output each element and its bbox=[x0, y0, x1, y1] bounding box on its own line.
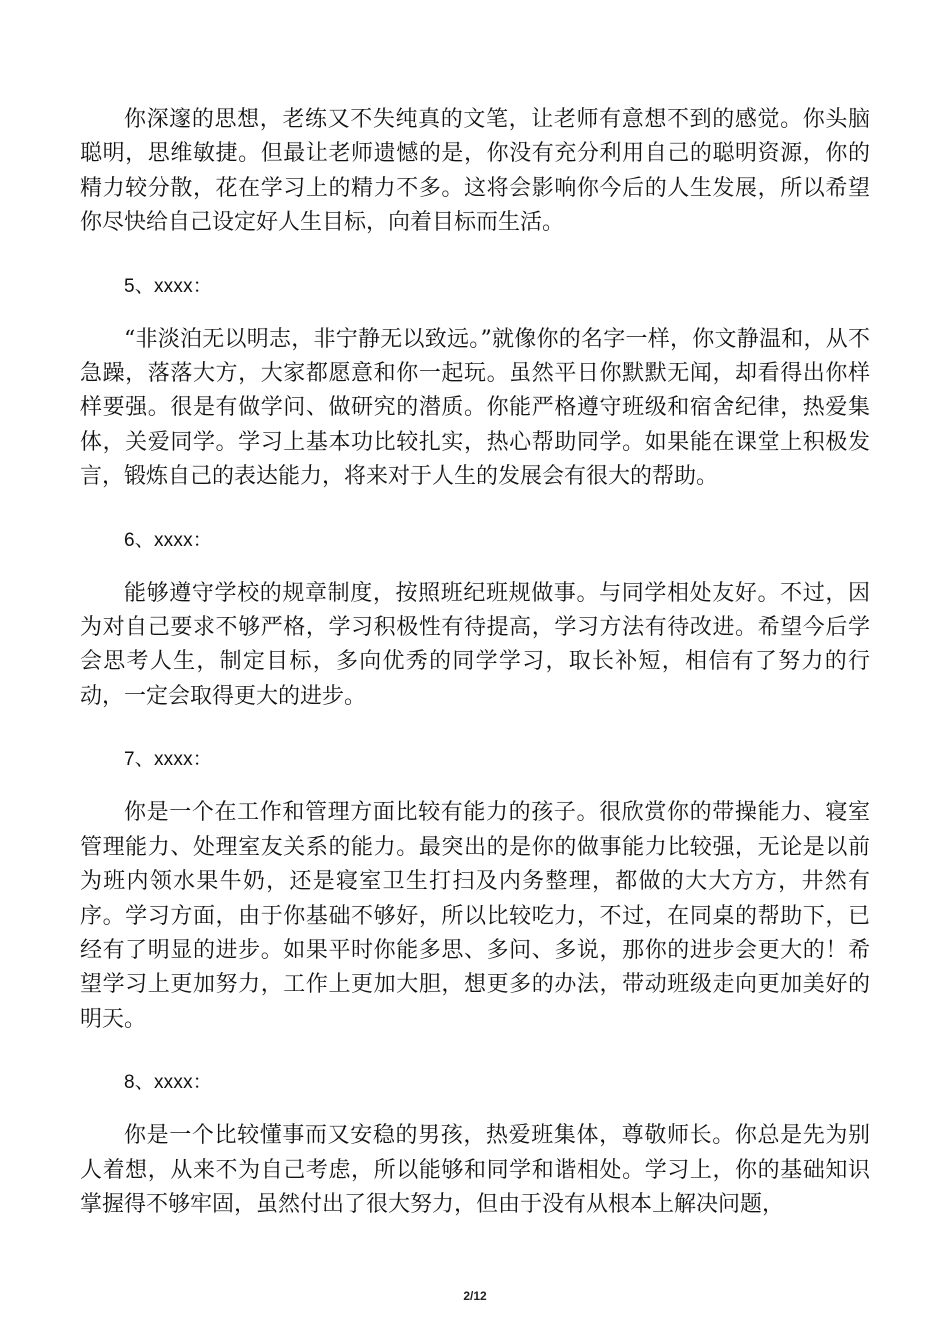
comment-paragraph: 能够遵守学校的规章制度，按照班纪班规做事。与同学相处友好。不过，因为对自己要求不够严格，学习积极性有待提高，学习方法有待改进。希望今后学会思考人生，制定目标，多向优秀的同学学习，取长补短，相信有了努力的行动，一定会取得更大的进步。 bbox=[80, 580, 870, 709]
comment-paragraph: 你是一个在工作和管理方面比较有能力的孩子。很欣赏你的带操能力、寝室管理能力、处理室友关系的能力。最突出的是你的做事能力比较强，无论是以前为班内领水果牛奶，还是寝室卫生打扫及内务整理，都做的大大方方，井然有序。学习方面，由于你基础不够好，所以比较吃力，不过，在同桌的帮助下，已经有了明显的进步。如果平时你能多思、多问、多说，那你的进步会更大的！希望学习上更加努力，工作上更加大胆，想更多的办法，带动班级走向更加美好的明天。 bbox=[80, 800, 870, 1032]
comment-paragraph: 你是一个比较懂事而又安稳的男孩，热爱班集体，尊敬师长。你总是先为别人着想，从来不为自己考虑，所以能够和同学和谐相处。学习上，你的基础知识掌握得不够牢固，虽然付出了很大努力，但由于没有从根本上解决问题， bbox=[80, 1123, 870, 1217]
document-body bbox=[80, 103, 870, 1222]
comment-paragraph: 你深邃的思想，老练又不失纯真的文笔，让老师有意想不到的感觉。你头脑聪明，思维敏捷。但最让老师遗憾的是，你没有充分利用自己的聪明资源，你的精力较分散，花在学习上的精力不多。这将会影响你今后的人生发展，所以希望你尽快给自己设定好人生目标，向着目标而生活。 bbox=[80, 107, 870, 236]
page-number: 2/12 bbox=[463, 1289, 487, 1303]
comment-paragraph: “非淡泊无以明志，非宁静无以致远。”就像你的名字一样，你文静温和，从不急躁，落落大方，大家都愿意和你一起玩。虽然平日你默默无闻，却看得出你样样要强。很是有做学问、做研究的潜质。你能严格遵守班级和宿舍纪律，热爱集体，关爱同学。学习上基本功比较扎实，热心帮助同学。如果能在课堂上积极发言，锻炼自己的表达能力，将来对于人生的发展会有很大的帮助。 bbox=[80, 326, 870, 490]
student-heading: 7、xxxx： bbox=[124, 749, 212, 771]
student-heading: 6、xxxx： bbox=[124, 529, 212, 551]
student-heading: 5、xxxx： bbox=[124, 275, 212, 297]
student-heading: 8、xxxx： bbox=[124, 1072, 212, 1094]
